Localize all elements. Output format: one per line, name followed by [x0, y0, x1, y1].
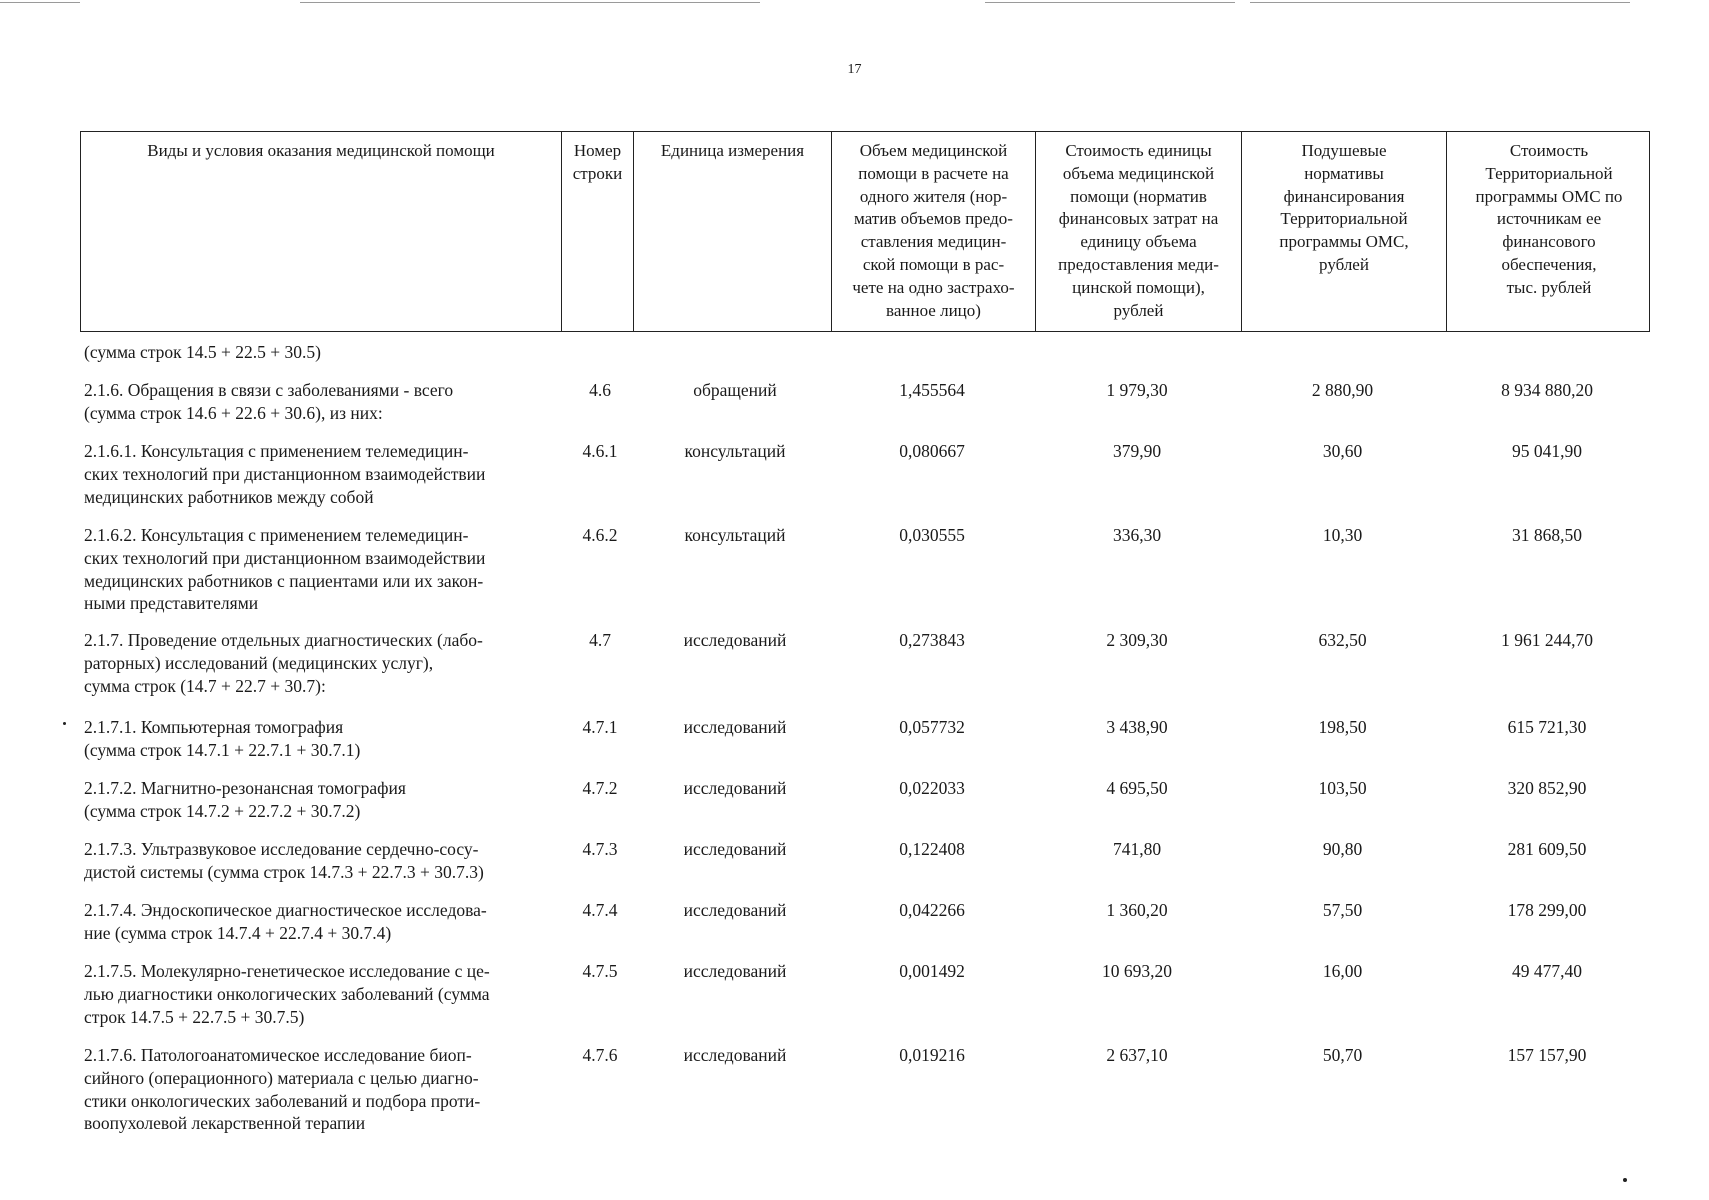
header-cell-unit: Единица измерения [634, 132, 832, 331]
row-unit: исследований [683, 630, 787, 650]
row-volume: 0,273843 [899, 630, 965, 650]
row-number: 4.7.2 [582, 778, 618, 798]
row-total: 49 477,40 [1512, 961, 1582, 981]
row-total: 281 609,50 [1507, 839, 1587, 859]
row-unit: обращений [693, 380, 777, 400]
row-volume: 0,057732 [899, 717, 965, 737]
row-name: 2.1.7.3. Ультразвуковое исследование сердечно-сосу- дистой системы (сумма строк 14.7.3 + 22.7.3 + 30.7.3) [84, 839, 484, 882]
row-number: 4.6.1 [582, 441, 618, 461]
row-number: 4.7.3 [582, 839, 618, 859]
scan-edge-line [1250, 2, 1630, 3]
row-per-capita: 90,80 [1322, 839, 1363, 859]
row-name: 2.1.6.1. Консультация с применением телемедицин- ских технологий при дистанционном взаимодействии медицинских работников между собой [84, 441, 486, 507]
row-name: 2.1.7.5. Молекулярно-генетическое исследование с це- лью диагностики онкологических заболеваний (сумма строк 14.7.5 + 22.7.5 + 30.7.5) [84, 961, 490, 1027]
scan-speck [1623, 1178, 1627, 1182]
row-per-capita: 2 880,90 [1311, 380, 1374, 400]
continuation-text: (сумма строк 14.5 + 22.5 + 30.5) [84, 342, 322, 362]
row-name: 2.1.7. Проведение отдельных диагностических (лабо- раторных) исследований (медицинских услуг), сумма строк (14.7 + 22.7 + 30.7): [84, 630, 483, 696]
row-per-capita: 632,50 [1318, 630, 1367, 650]
row-name: 2.1.7.1. Компьютерная томография (сумма строк 14.7.1 + 22.7.1 + 30.7.1) [84, 717, 361, 760]
row-number: 4.7.1 [582, 717, 618, 737]
row-number: 4.7.4 [582, 900, 618, 920]
header-cell-per-capita: Подушевые нормативы финансирования Территориальной программы ОМС, рублей [1242, 132, 1447, 331]
row-volume: 0,042266 [899, 900, 965, 920]
row-volume: 1,455564 [899, 380, 965, 400]
page-number: 17 [847, 62, 862, 77]
scan-edge-line [300, 2, 760, 3]
row-name: 2.1.7.4. Эндоскопическое диагностическое исследова- ние (сумма строк 14.7.4 + 22.7.4 + 30.7.4) [84, 900, 487, 943]
row-per-capita: 50,70 [1322, 1045, 1363, 1065]
row-unit: исследований [683, 839, 787, 859]
row-number: 4.6.2 [582, 525, 618, 545]
row-total: 157 157,90 [1507, 1045, 1587, 1065]
row-per-capita: 57,50 [1322, 900, 1363, 920]
table-row [84, 1044, 1650, 1144]
row-volume: 0,001492 [899, 961, 965, 981]
header-cell-total-cost: Стоимость Территориальной программы ОМС по источникам ее финансового обеспечения, тыс. рублей [1475, 141, 1623, 297]
row-unit-cost: 741,80 [1112, 839, 1162, 859]
row-number: 4.6 [589, 380, 611, 400]
row-per-capita: 198,50 [1318, 717, 1367, 737]
row-unit-cost: 1 360,20 [1106, 900, 1168, 920]
row-unit-cost: 10 693,20 [1102, 961, 1172, 981]
row-unit-cost: 2 309,30 [1106, 630, 1168, 650]
row-volume: 0,019216 [899, 1045, 965, 1065]
row-number: 4.7 [589, 630, 611, 650]
row-unit: исследований [683, 961, 787, 981]
header-cell-row-number: Номер строки [562, 132, 634, 331]
row-unit-cost: 2 637,10 [1106, 1045, 1168, 1065]
row-number: 4.7.6 [582, 1045, 618, 1065]
header-cell-volume: Объем медицинской помощи в расчете на одного жителя (нор- матив объемов предо- ставления медицин- ской помощи в рас- чете на одно застрахо- ванное лицо) [832, 132, 1036, 331]
table-row [84, 629, 1650, 729]
header-cell-type: Виды и условия оказания медицинской помощи [81, 132, 562, 331]
row-volume: 0,022033 [899, 778, 965, 798]
row-volume: 0,030555 [899, 525, 965, 545]
row-volume: 0,080667 [899, 441, 965, 461]
row-unit-cost: 1 979,30 [1106, 380, 1168, 400]
row-per-capita: 103,50 [1318, 778, 1367, 798]
row-name: 2.1.7.2. Магнитно-резонансная томография (сумма строк 14.7.2 + 22.7.2 + 30.7.2) [84, 778, 406, 821]
table-header [80, 131, 1650, 332]
row-volume: 0,122408 [899, 839, 965, 859]
row-name: 2.1.7.6. Патологоанатомическое исследование биоп- сийного (операционного) материала с целью диагно- стики онкологических заболеваний и подбора проти- воопухолевой лекарственной терапии [84, 1045, 481, 1134]
row-number: 4.7.5 [582, 961, 618, 981]
row-unit-cost: 3 438,90 [1106, 717, 1168, 737]
scan-edge-line [0, 2, 80, 3]
row-per-capita: 16,00 [1322, 961, 1363, 981]
row-per-capita: 10,30 [1322, 525, 1363, 545]
row-unit-cost: 4 695,50 [1106, 778, 1168, 798]
row-total: 8 934 880,20 [1501, 380, 1593, 400]
row-unit-cost: 379,90 [1112, 441, 1162, 461]
row-total: 1 961 244,70 [1501, 630, 1593, 650]
row-per-capita: 30,60 [1322, 441, 1363, 461]
row-unit-cost: 336,30 [1112, 525, 1162, 545]
row-name: 2.1.6.2. Консультация с применением телемедицин- ских технологий при дистанционном взаимодействии медицинских работников с пациентами или их закон- ными представителями [84, 525, 486, 614]
table-row [84, 524, 1650, 624]
row-total: 95 041,90 [1512, 441, 1582, 461]
row-total: 615 721,30 [1507, 717, 1587, 737]
row-name: 2.1.6. Обращения в связи с заболеваниями - всего (сумма строк 14.6 + 22.6 + 30.6), из них: [84, 380, 454, 423]
row-total: 178 299,00 [1507, 900, 1587, 920]
row-unit: исследований [683, 900, 787, 920]
scan-edge-line [985, 2, 1235, 3]
row-unit: исследований [683, 1045, 787, 1065]
scan-speck [63, 722, 66, 725]
row-unit: исследований [683, 778, 787, 798]
row-unit: консультаций [684, 441, 786, 461]
row-unit: консультаций [684, 525, 786, 545]
row-total: 31 868,50 [1512, 525, 1582, 545]
row-unit: исследований [683, 717, 787, 737]
row-total: 320 852,90 [1507, 778, 1587, 798]
header-cell-unit-cost: Стоимость единицы объема медицинской помощи (норматив финансовых затрат на единицу объема предоставления меди- цинской помощи), рублей [1036, 132, 1242, 331]
